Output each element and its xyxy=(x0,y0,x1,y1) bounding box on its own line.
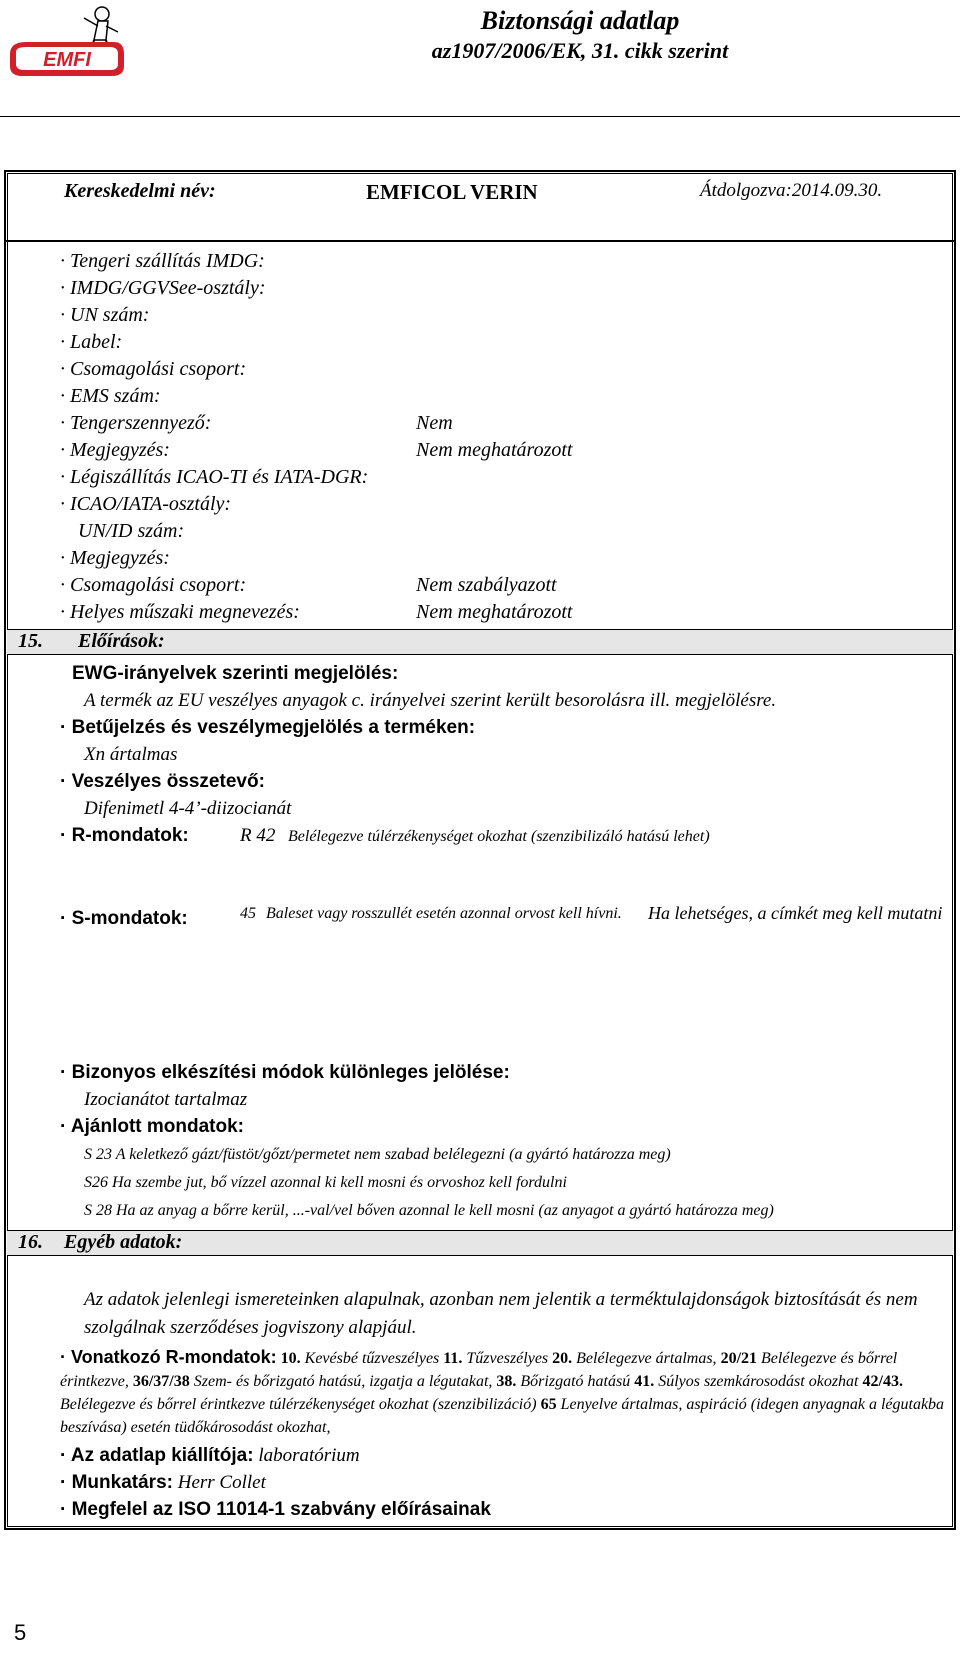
r11-code: 11. xyxy=(443,1350,463,1367)
r4243-code: 42/43. xyxy=(862,1373,903,1390)
s-phrase-text-2: Ha lehetséges, a címkét meg kell mutatni xyxy=(648,903,943,923)
recommended-phrases-label: · Ajánlott mondatok: xyxy=(60,1116,244,1137)
iso-compliance: · Megfelel az ISO 11014-1 szabvány előírásainak xyxy=(60,1499,491,1520)
r20-code: 20. xyxy=(552,1350,573,1367)
icao-class-label: · ICAO/IATA-osztály: xyxy=(60,493,232,515)
r20-text: Belélegezve ártalmas, xyxy=(576,1350,717,1367)
technical-name-value: Nem meghatározott xyxy=(416,601,573,623)
recommended-phrase-1: S 23 A keletkező gázt/füstöt/gőzt/permetet nem szabad belélegezni (a gyártó határozza meg) xyxy=(84,1146,671,1163)
page-number: 5 xyxy=(14,1620,27,1645)
imdg-label: · Tengeri szállítás IMDG: xyxy=(60,250,265,272)
section-16-number: 16. xyxy=(18,1231,43,1253)
issuer-label: · Az adatlap kiállítója: xyxy=(60,1445,254,1466)
s-phrase-code: 45 xyxy=(240,905,256,922)
contact-line xyxy=(60,1472,266,1494)
relevant-r-phrases xyxy=(60,1346,950,1439)
imdg-class-label: · IMDG/GGVSee-osztály: xyxy=(60,277,266,299)
r10-code: 10. xyxy=(280,1350,301,1367)
r11-text: Tűzveszélyes xyxy=(466,1350,549,1367)
emfi-logo xyxy=(6,4,126,84)
ewg-label: EWG-irányelvek szerinti megjelölés: xyxy=(72,663,399,684)
r41-code: 41. xyxy=(634,1373,655,1390)
s-phrase-text: Baleset vagy rosszullét esetén azonnal orvost kell hívni. xyxy=(266,905,622,922)
document-title: Biztonsági adatlap xyxy=(480,6,680,35)
remark-label: · Megjegyzés: xyxy=(60,439,170,461)
header-rule xyxy=(0,116,960,117)
technical-name-label: · Helyes műszaki megnevezés: xyxy=(60,601,300,623)
air-remark-label: · Megjegyzés: xyxy=(60,547,170,569)
recommended-phrase-2: S26 Ha szembe jut, bő vízzel azonnal ki kell mosni és orvoshoz kell fordulni xyxy=(84,1174,567,1191)
marking-label: · Betűjelzés és veszélymegjelölés a terméken: xyxy=(60,717,476,738)
special-marking-label: · Bizonyos elkészítési módok különleges jelölése: xyxy=(60,1062,510,1083)
trade-name: EMFICOL VERIN xyxy=(366,180,538,204)
r2021-text: Belélegezve és bőrrel érintkezve, xyxy=(60,1350,898,1390)
air-packing-group-value: Nem szabályazott xyxy=(416,574,557,596)
r38-code: 38. xyxy=(496,1373,517,1390)
air-packing-group-label: · Csomagolási csoport: xyxy=(60,574,247,596)
issuer-line xyxy=(60,1445,360,1467)
marine-pollutant-value: Nem xyxy=(416,412,453,434)
section-16-title: Egyéb adatok: xyxy=(64,1231,183,1253)
r-phrase-text: Belélegezve túlérzékenységet okozhat (szenzibilizáló hatású lehet) xyxy=(288,828,710,845)
recommended-phrase-3: S 28 Ha az anyag a bőrre kerül, ...-val/vel bőven azonnal le kell mosni (az anyagot a gyártó határozza meg) xyxy=(84,1202,774,1219)
label-label: · Label: xyxy=(60,331,123,353)
revision-date: Átdolgozva:2014.09.30. xyxy=(700,180,883,201)
hazardous-component-value: Difenimetl 4-4’-diizocianát xyxy=(84,798,292,819)
disclaimer-text: Az adatok jelenlegi ismereteinken alapulnak, azonban nem jelentik a terméktulajdonságok biztosítását és nem szolgálnak szerződéses jogviszony alapjául. xyxy=(84,1289,918,1338)
contact-label: · Munkatárs: xyxy=(60,1472,173,1493)
section-15-title: Előírások: xyxy=(78,630,165,652)
marine-pollutant-label: · Tengerszennyező: xyxy=(60,412,212,434)
logo-text: EMFI xyxy=(43,49,91,71)
r4243-text: Belélegezve és bőrrel érintkezve túlérzékenységet okozhat (szenzibilizáció) xyxy=(60,1396,537,1413)
trade-name-label: Kereskedelmi név: xyxy=(64,180,216,202)
remark-value: Nem meghatározott xyxy=(416,439,573,461)
r65-code: 65 xyxy=(540,1396,557,1413)
un-id-label: UN/ID szám: xyxy=(78,520,185,542)
air-transport-label: · Légiszállítás ICAO-TI és IATA-DGR: xyxy=(60,466,369,488)
r363738-text: Szem- és bőrizgató hatású, izgatja a légutakat, xyxy=(193,1373,493,1390)
r-phrase-code: R 42 xyxy=(240,825,276,846)
r363738-code: 36/37/38 xyxy=(132,1373,190,1390)
hazardous-component-label: · Veszélyes összetevő: xyxy=(60,771,265,792)
ems-label: · EMS szám: xyxy=(60,385,161,407)
s-phrases-label: · S-mondatok: xyxy=(60,908,188,929)
un-number-label: · UN szám: xyxy=(60,304,150,326)
r65-text: Lenyelve ártalmas, aspiráció (idegen anyagnak a légutakba beszívása) esetén tüdőkárosodást okozhat, xyxy=(60,1396,945,1436)
packing-group-label: · Csomagolási csoport: xyxy=(60,358,247,380)
r2021-code: 20/21 xyxy=(720,1350,758,1367)
r10-text: Kevésbé tűzveszélyes xyxy=(304,1350,440,1367)
section-15-number: 15. xyxy=(18,630,43,652)
r-phrases-label: · R-mondatok: xyxy=(60,825,189,846)
issuer-value: laboratórium xyxy=(258,1445,360,1466)
marking-value: Xn ártalmas xyxy=(84,744,178,765)
product-divider xyxy=(4,240,956,242)
document-subtitle: az1907/2006/EK, 31. cikk szerint xyxy=(431,38,729,63)
r38-text: Bőrizgató hatású xyxy=(520,1373,631,1390)
contact-value: Herr Collet xyxy=(177,1472,266,1493)
special-marking-value: Izocianátot tartalmaz xyxy=(84,1089,248,1110)
r41-text: Súlyos szemkárosodást okozhat xyxy=(658,1373,859,1390)
ewg-text: A termék az EU veszélyes anyagok c. irányelvei szerint került besorolásra ill. megjelölésre. xyxy=(84,690,777,711)
relevant-r-label: · Vonatkozó R-mondatok: xyxy=(60,1347,277,1367)
